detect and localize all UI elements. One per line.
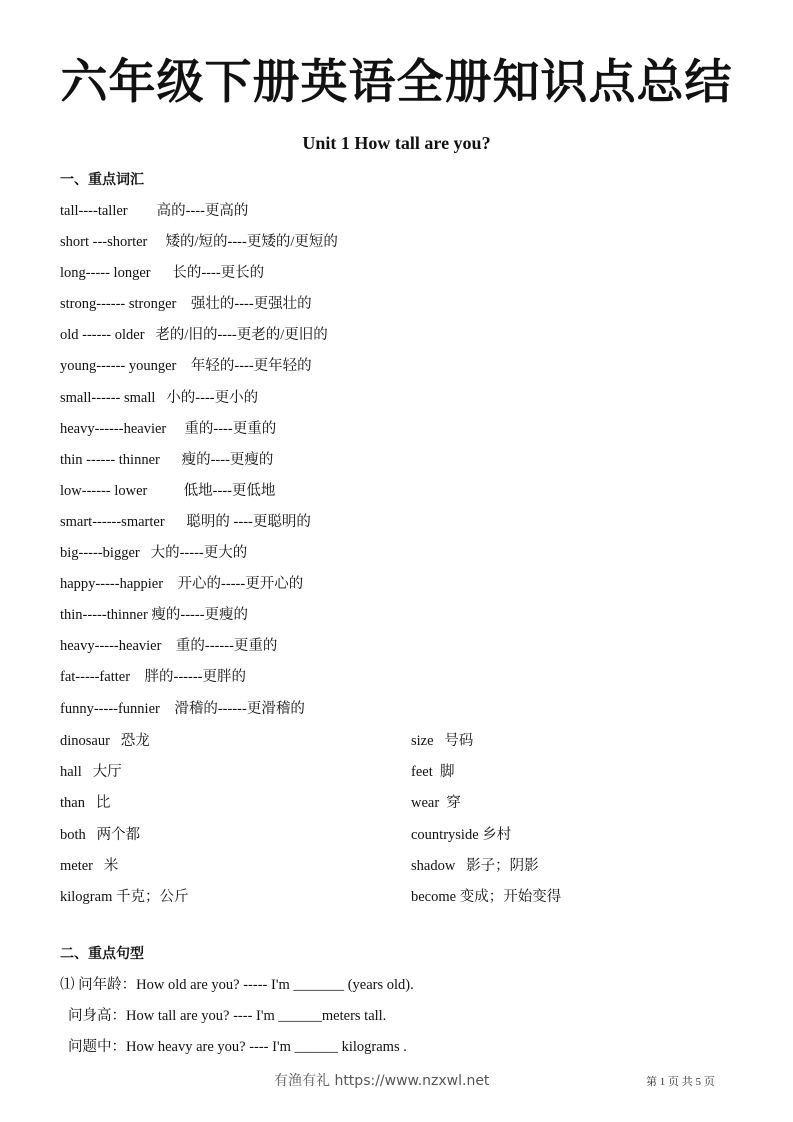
vocab-item: young------ younger 年轻的----更年轻的 [60, 358, 312, 375]
vocab-item: heavy-----heavier 重的------更重的 [60, 638, 278, 655]
word-pair-left: than 比 [60, 795, 111, 812]
word-pair-right: countryside 乡村 [411, 826, 512, 843]
footer-site-link[interactable]: 有渔有礼 https://www.nzxwl.net [274, 1073, 490, 1089]
vocab-item: heavy------heavier 重的----更重的 [60, 420, 277, 437]
word-pair-right: size 号码 [411, 733, 474, 749]
word-pair-left: meter 米 [60, 857, 119, 874]
word-pair-left: dinosaur 恐龙 [60, 733, 150, 749]
sentence-item: 问题中：How heavy are you? ---- I'm ______ kilograms . [68, 1039, 407, 1056]
vocab-item: small------ small 小的----更小的 [60, 389, 259, 406]
word-pair-row [60, 853, 760, 884]
vocab-item: funny-----funnier 滑稽的------更滑稽的 [60, 700, 305, 717]
vocab-item: smart------smarter 聪明的 ----更聪明的 [60, 513, 311, 530]
word-pair-left: kilogram 千克；公斤 [60, 888, 189, 905]
vocab-item: long----- longer 长的----更长的 [60, 265, 265, 282]
section-heading-sentences: 二、重点句型 [60, 946, 144, 962]
section-heading-vocabulary: 一、重点词汇 [60, 172, 144, 188]
unit-heading: Unit 1 How tall are you? [302, 133, 491, 153]
vocab-item: thin ------ thinner 瘦的----更瘦的 [60, 451, 274, 468]
vocab-item: thin-----thinner 瘦的-----更瘦的 [60, 607, 249, 624]
word-pair-left: hall 大厅 [60, 764, 122, 781]
vocab-item: short ---shorter 矮的/短的----更矮的/更短的 [60, 234, 338, 251]
page-number: 第 1 页 共 5 页 [646, 1076, 715, 1088]
word-pair-row [60, 790, 760, 821]
word-pair-left: both 两个都 [60, 826, 141, 843]
sentence-item: 问身高：How tall are you? ---- I'm ______meters tall. [68, 1008, 387, 1025]
vocab-item: happy-----happier 开心的-----更开心的 [60, 576, 304, 593]
page-title: 六年级下册英语全册知识点总结 [60, 55, 733, 110]
word-pair-row [60, 728, 760, 759]
vocab-item: big-----bigger 大的-----更大的 [60, 545, 248, 562]
word-pair-row [60, 759, 760, 790]
vocab-item: old ------ older 老的/旧的----更老的/更旧的 [60, 327, 328, 344]
word-pair-right: wear 穿 [411, 795, 461, 812]
vocab-item: strong------ stronger 强壮的----更强壮的 [60, 296, 312, 313]
sentence-item: ⑴ 问年龄：How old are you? ----- I'm _______ (years old). [60, 977, 414, 993]
vocab-item: low------ lower 低地----更低地 [60, 482, 276, 499]
sentence-patterns [60, 974, 760, 1068]
vocabulary-list [60, 200, 760, 729]
word-pair-right: become 变成；开始变得 [411, 888, 562, 905]
word-pairs-grid [60, 728, 760, 915]
word-pair-right: feet 脚 [411, 764, 455, 781]
word-pair-row [60, 884, 760, 915]
word-pair-row [60, 822, 760, 853]
vocab-item: tall----taller 高的----更高的 [60, 203, 249, 219]
vocab-item: fat-----fatter 胖的------更胖的 [60, 669, 246, 686]
word-pair-right: shadow 影子；阴影 [411, 857, 539, 874]
